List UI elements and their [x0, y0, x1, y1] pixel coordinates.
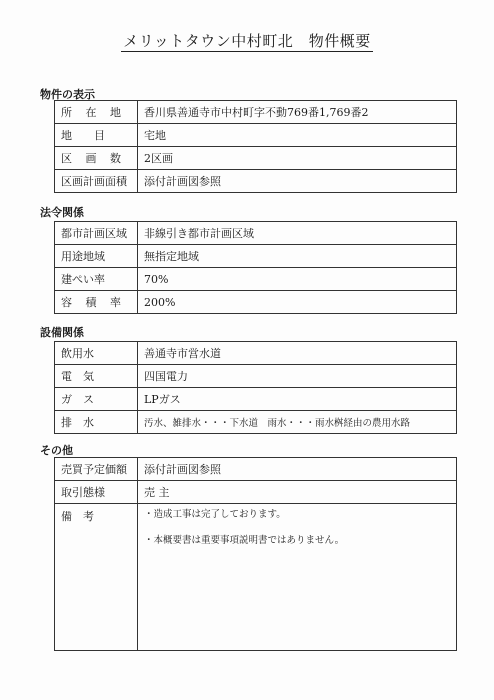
- table-row: [55, 291, 457, 314]
- table-row: [55, 365, 457, 388]
- row-value: 売 主: [138, 481, 457, 504]
- other-table: [54, 457, 457, 651]
- row-value: 善通寺市営水道: [138, 342, 457, 365]
- document-title: メリットタウン中村町北 物件概要: [123, 32, 371, 50]
- row-value: 2区画: [138, 147, 457, 170]
- row-value: 70%: [138, 268, 457, 291]
- row-value: 汚水、雑排水・・・下水道 雨水・・・雨水桝経由の農用水路: [138, 411, 457, 434]
- remarks-label: 備 考: [55, 504, 138, 651]
- property-table: [54, 100, 457, 193]
- table-row: [55, 170, 457, 193]
- table-row: [55, 124, 457, 147]
- row-value: 添付計画図参照: [138, 458, 457, 481]
- row-value: 200%: [138, 291, 457, 314]
- row-label: 電 気: [55, 365, 138, 388]
- row-label: 飲用水: [55, 342, 138, 365]
- table-row: [55, 245, 457, 268]
- table-row: [55, 268, 457, 291]
- table-row: [55, 222, 457, 245]
- section-heading-facilities: 設備関係: [40, 326, 84, 339]
- section-heading-property: 物件の表示: [40, 88, 95, 101]
- table-row: [55, 342, 457, 365]
- facilities-table: [54, 341, 457, 434]
- row-value: 宅地: [138, 124, 457, 147]
- row-label: 用途地域: [55, 245, 138, 268]
- section-heading-other: その他: [40, 444, 73, 457]
- row-label: 区画計画面積: [55, 170, 138, 193]
- row-label: 売買予定価額: [55, 458, 138, 481]
- row-label: 容 積 率: [55, 291, 138, 314]
- row-label: 取引態様: [55, 481, 138, 504]
- row-label: 建ぺい率: [55, 268, 138, 291]
- row-label: 地 目: [55, 124, 138, 147]
- remark-line: ・造成工事は完了しております。: [144, 509, 286, 520]
- row-label: 区 画 数: [55, 147, 138, 170]
- remarks-row: [55, 504, 457, 651]
- remark-line: ・本概要書は重要事項説明書ではありません。: [144, 535, 345, 546]
- remarks-value: [138, 504, 457, 651]
- table-row: [55, 147, 457, 170]
- row-value: LPガス: [138, 388, 457, 411]
- regulations-table: [54, 221, 457, 314]
- table-row: [55, 388, 457, 411]
- table-row: [55, 411, 457, 434]
- row-label: 都市計画区域: [55, 222, 138, 245]
- row-value: 四国電力: [138, 365, 457, 388]
- row-value: 非線引き都市計画区域: [138, 222, 457, 245]
- row-value: 香川県善通寺市中村町字不動769番1,769番2: [138, 101, 457, 124]
- row-label: 排 水: [55, 411, 138, 434]
- table-row: [55, 481, 457, 504]
- row-value: 添付計画図参照: [138, 170, 457, 193]
- section-heading-regulations: 法令関係: [40, 206, 84, 219]
- table-row: [55, 458, 457, 481]
- row-label: ガ ス: [55, 388, 138, 411]
- table-row: [55, 101, 457, 124]
- row-label: 所 在 地: [55, 101, 138, 124]
- row-value: 無指定地域: [138, 245, 457, 268]
